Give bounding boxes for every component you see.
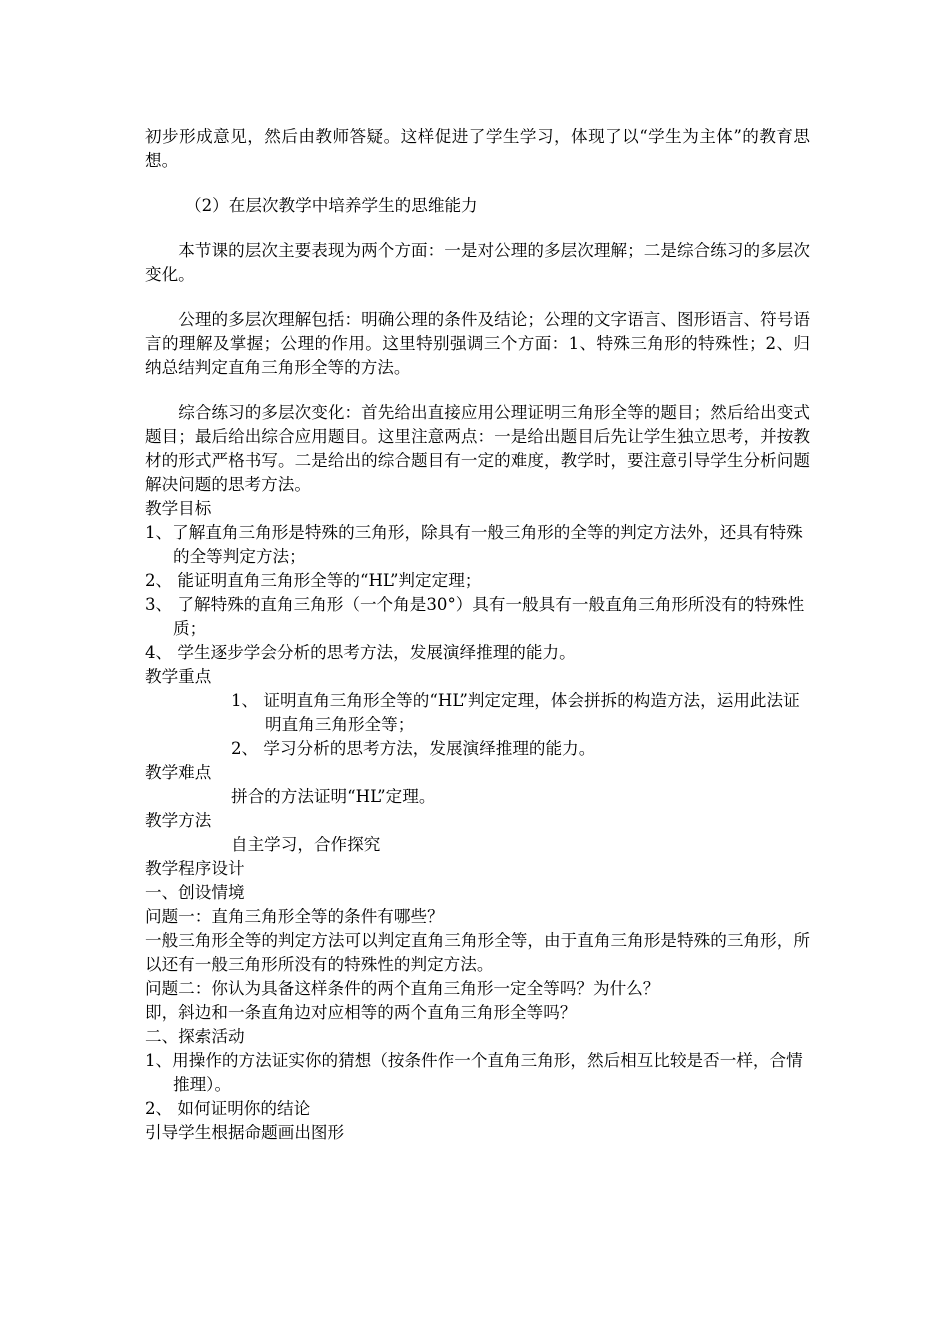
objective-item-2: 2、 能证明直角三角形全等的“HL”判定定理； <box>145 571 482 590</box>
intro-paragraph-1: 初步形成意见，然后由教师答疑。这样促进了学生学习，体现了以“学生为主体”的教育思想。 <box>145 127 810 170</box>
objective-item-1: 1、了解直角三角形是特殊的三角形，除具有一般三角形的全等的判定方法外，还具有特殊的全等判定方法； <box>145 523 803 566</box>
keypoints-heading: 教学重点 <box>145 667 212 686</box>
method-text: 自主学习，合作探究 <box>231 835 381 854</box>
question-2: 问题二：你认为具备这样条件的两个直角三角形一定全等吗？为什么？ <box>145 979 660 998</box>
procedure-heading: 教学程序设计 <box>145 859 245 878</box>
keypoint-item-2: 2、 学习分析的思考方法，发展演绎推理的能力。 <box>231 739 596 758</box>
subheading-hierarchy-teaching: （2）在层次教学中培养学生的思维能力 <box>185 196 478 215</box>
document-body <box>145 125 810 1145</box>
objectives-heading: 教学目标 <box>145 499 212 518</box>
question-1: 问题一：直角三角形全等的条件有哪些？ <box>145 907 444 926</box>
question-2-restated: 即，斜边和一条直角边对应相等的两个直角三角形全等吗？ <box>145 1003 577 1022</box>
difficulty-heading: 教学难点 <box>145 763 212 782</box>
objective-item-3: 3、 了解特殊的直角三角形（一个角是30°）具有一般具有一般直角三角形所没有的特殊性质； <box>145 595 805 638</box>
keypoint-item-1: 1、 证明直角三角形全等的“HL”判定定理，体会拼拆的构造方法，运用此法证明直角三角形全等； <box>231 691 800 734</box>
procedure-section-1: 一、创设情境 <box>145 883 245 902</box>
objective-item-4: 4、 学生逐步学会分析的思考方法，发展演绎推理的能力。 <box>145 643 576 662</box>
procedure-section-2: 二、探索活动 <box>145 1027 245 1046</box>
difficulty-text: 拼合的方法证明“HL”定理。 <box>231 787 436 806</box>
intro-paragraph-2: 本节课的层次主要表现为两个方面：一是对公理的多层次理解；二是综合练习的多层次变化。 <box>145 241 810 284</box>
activity-step-2: 2、 如何证明你的结论 <box>145 1099 311 1118</box>
guide-text: 引导学生根据命题画出图形 <box>145 1123 345 1142</box>
answer-1: 一般三角形全等的判定方法可以判定直角三角形全等，由于直角三角形是特殊的三角形，所以还有一般三角形所没有的特殊性的判定方法。 <box>145 931 810 974</box>
activity-step-1: 1、用操作的方法证实你的猜想（按条件作一个直角三角形，然后相互比较是否一样，合情推理）。 <box>145 1051 803 1094</box>
intro-paragraph-3: 公理的多层次理解包括：明确公理的条件及结论；公理的文字语言、图形语言、符号语言的理解及掌握；公理的作用。这里特别强调三个方面：1、特殊三角形的特殊性；2、归纳总结判定直角三角形全等的方法。 <box>145 310 810 377</box>
method-heading: 教学方法 <box>145 811 212 830</box>
intro-paragraph-4: 综合练习的多层次变化：首先给出直接应用公理证明三角形全等的题目；然后给出变式题目；最后给出综合应用题目。这里注意两点：一是给出题目后先让学生独立思考，并按教材的形式严格书写。二是给出的综合题目有一定的难度，教学时，要注意引导学生分析问题解决问题的思考方法。 <box>145 403 810 494</box>
